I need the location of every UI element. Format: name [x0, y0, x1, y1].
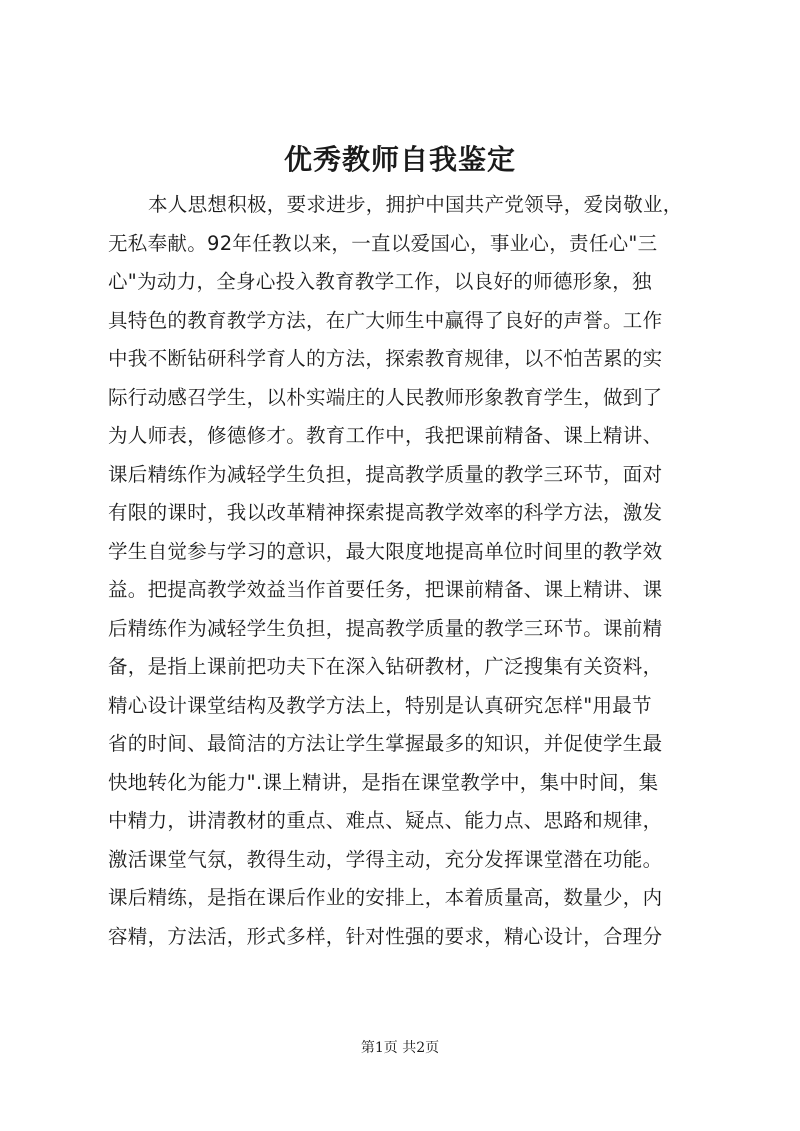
text-line: 心"为动力，全身心投入教育教学工作，以良好的师德形象，独: [108, 270, 652, 293]
text-line: 际行动感召学生，以朴实端庄的人民教师形象教育学生，做到了: [108, 385, 663, 409]
text-line: 课后精练，是指在课后作业的安排上，本着质量高，数量少，内: [108, 886, 663, 909]
text-line: 后精练作为减轻学生负担，提高教学质量的教学三环节。课前精: [108, 616, 663, 640]
text-line: 课后精练作为减轻学生负担，提高教学质量的教学三环节，面对: [108, 462, 663, 486]
text-line: 快地转化为能力".课上精讲，是指在课堂教学中，集中时间，集: [108, 770, 659, 794]
text-line: 精心设计课堂结构及教学方法上，特别是认真研究怎样"用最节: [108, 693, 652, 717]
text-line: 有限的课时，我以改革精神探索提高教学效率的科学方法，激发: [108, 501, 663, 524]
text-line: 激活课堂气氛，教得生动，学得主动，充分发挥课堂潜在功能。: [108, 847, 663, 871]
text-line: 容精，方法活，形式多样，针对性强的要求，精心设计，合理分: [108, 924, 663, 948]
text-line: 中精力，讲清教材的重点、难点、疑点、能力点、思路和规律，: [108, 809, 663, 832]
text-line: 省的时间、最简洁的方法让学生掌握最多的知识，并促使学生最: [108, 732, 663, 755]
text-line: 为人师表，修德修才。教育工作中，我把课前精备、课上精讲、: [108, 424, 663, 447]
text-line: 学生自觉参与学习的意识，最大限度地提高单位时间里的教学效: [108, 539, 663, 563]
text-line: 备，是指上课前把功夫下在深入钻研教材，广泛搜集有关资料，: [108, 655, 663, 678]
text-line: 益。把提高教学效益当作首要任务，把课前精备、课上精讲、课: [108, 578, 663, 601]
text-line: 具特色的教育教学方法，在广大师生中赢得了良好的声誉。工作: [108, 308, 663, 332]
text-line: 无私奉献。92年任教以来，一直以爱国心，事业心，责任心"三: [108, 231, 658, 255]
text-line: 中我不断钻研科学育人的方法，探索教育规律，以不怕苦累的实: [108, 347, 663, 370]
text-line: 本人思想积极，要求进步，拥护中国共产党领导，爱岗敬业，: [148, 193, 683, 216]
document-title: 优秀教师自我鉴定: [283, 143, 516, 176]
page-footer: 第1页 共2页: [360, 1040, 440, 1056]
document-body: [108, 186, 708, 956]
